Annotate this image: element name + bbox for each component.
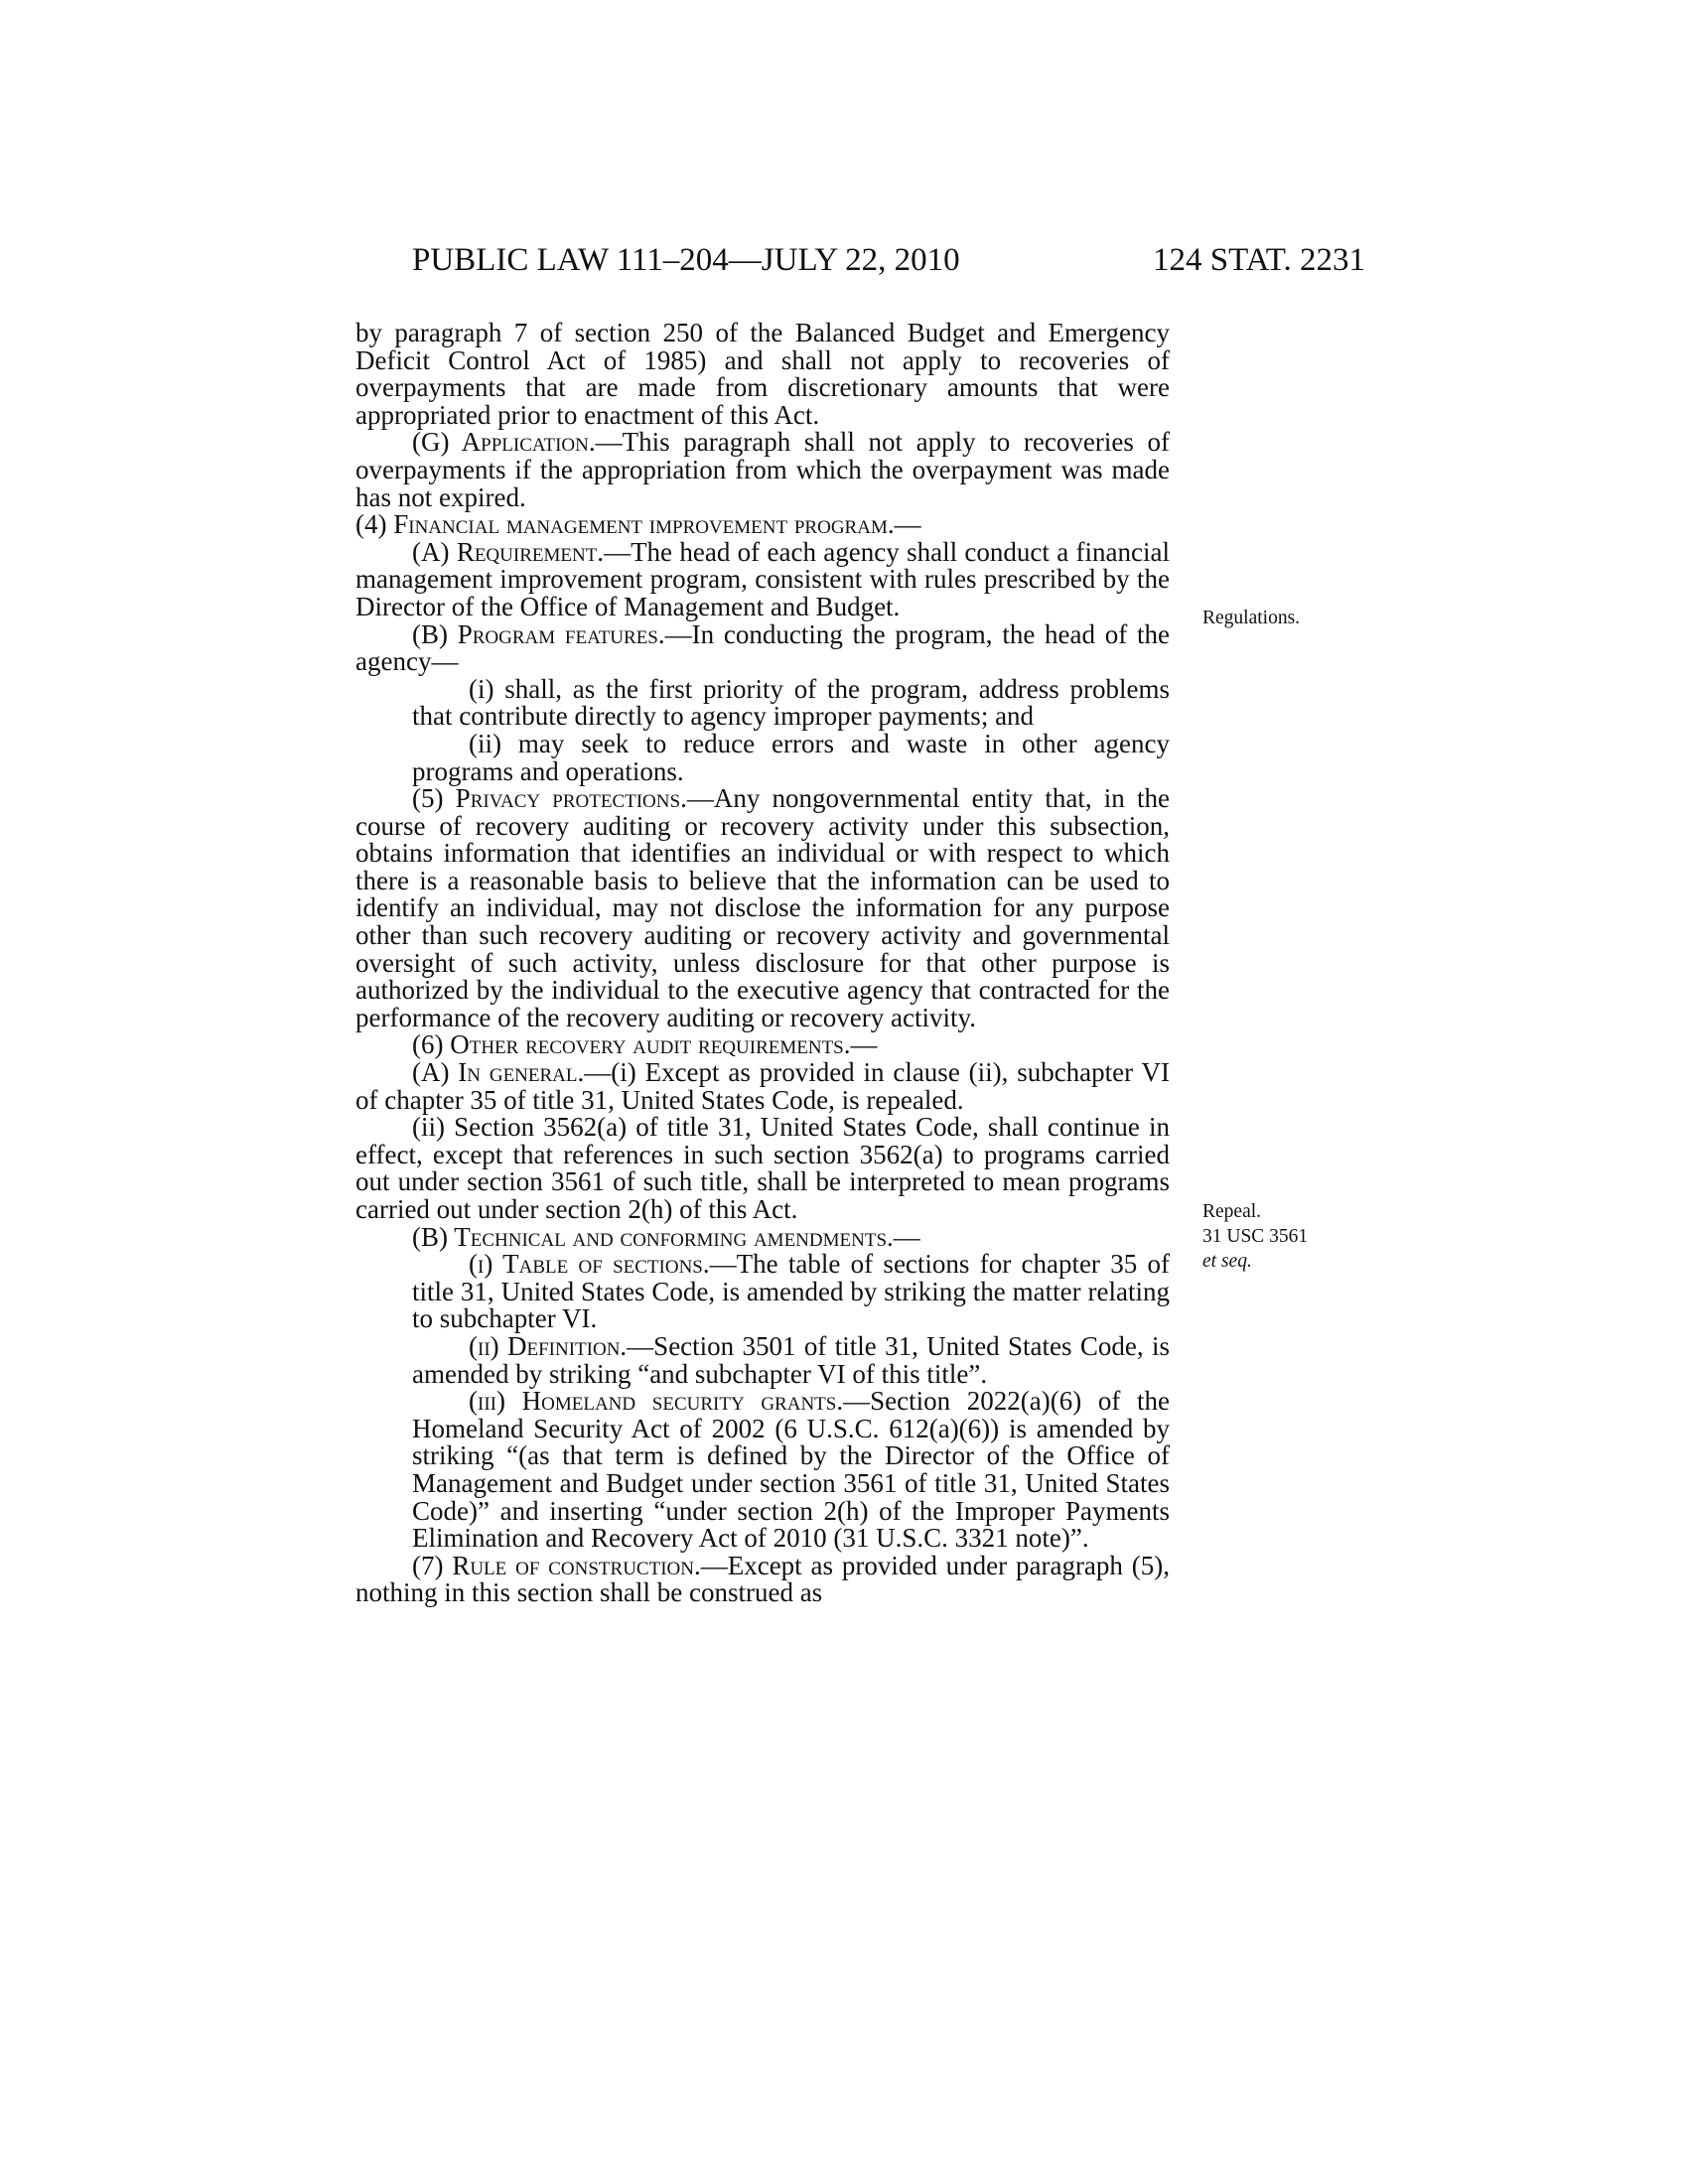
body-4b: —In conducting the program, the head of the agency— bbox=[355, 618, 1170, 677]
paragraph-4a-requirement bbox=[355, 536, 1170, 621]
clause-4b-ii: (ii) may seek to reduce errors and waste in other agency programs and operations. bbox=[412, 728, 1170, 786]
paragraph-4b-program-features bbox=[355, 618, 1170, 677]
heading-6b: (B) Technical and conforming amendments.— bbox=[412, 1221, 920, 1252]
regulations-note-text: Regulations. bbox=[1202, 608, 1301, 628]
body-6b-i: —The table of sections for chapter 35 of title 31, United States Code, is amended by striking the matter relating to subchapter VI. bbox=[412, 1249, 1171, 1334]
heading-6b-ii: (ii) Definition. bbox=[469, 1330, 628, 1361]
statute-page-number: 124 STAT. 2231 bbox=[1152, 242, 1365, 278]
clause-6b-i bbox=[412, 1251, 1170, 1333]
heading-6: (6) Other recovery audit requirements.— bbox=[412, 1029, 878, 1060]
clause-6b-ii bbox=[412, 1330, 1170, 1389]
continuation-paragraph: by paragraph 7 of section 250 of the Balanced Budget and Emergency Deficit Control Act of 1985) and shall not apply to recoveries of overpayments that are made from discretionary amounts that were appropriated prior to enactment of this Act. bbox=[355, 318, 1170, 430]
paragraph-6b-heading bbox=[355, 1221, 1170, 1252]
heading-5: (5) Privacy protections. bbox=[412, 783, 687, 814]
body-6b-iii: —Section 2022(a)(6) of the Homeland Security Act of 2002 (6 U.S.C. 612(a)(6)) is amended by striking “(as that term is defined by the Director of the Office of Management and Budget under section 3561 of title 31, United States Code)” and inserting “under section 2(h) of the Improper Payments Elimination and Recovery Act of 2010 (31 U.S.C. 3321 note)”. bbox=[412, 1386, 1170, 1554]
heading-g: (G) Application. bbox=[412, 427, 596, 458]
heading-6b-i: (i) Table of sections. bbox=[469, 1249, 710, 1280]
heading-4a: (A) Requirement. bbox=[412, 536, 605, 567]
usc-citation-note: 31 USC 3561 bbox=[1202, 1226, 1309, 1247]
heading-6a: (A) In general. bbox=[412, 1057, 585, 1088]
margin-note-regulations bbox=[1202, 606, 1300, 630]
paragraph-6-heading bbox=[355, 1031, 1170, 1059]
clause-4b-i: (i) shall, as the first priority of the program, address problems that contribute directly to agency improper payments; and bbox=[412, 673, 1170, 732]
paragraph-4-heading bbox=[355, 511, 1170, 539]
body-7: —Except as provided under paragraph (5), nothing in this section shall be construed as bbox=[355, 1550, 1170, 1608]
body-g: —This paragraph shall not apply to recoveries of overpayments if the appropriation from which the overpayment was made has not expired. bbox=[355, 427, 1170, 512]
et-seq-note: et seq. bbox=[1202, 1251, 1252, 1272]
clause-6a-ii: (ii) Section 3562(a) of title 31, United States Code, shall continue in effect, except that references in such section 3562(a) to programs carried out under section 3561 of such title, shall be interpreted to mean programs carried out under section 2(h) of this Act. bbox=[355, 1112, 1170, 1224]
heading-4b: (B) Program features. bbox=[412, 618, 665, 649]
body-5: —Any nongovernmental entity that, in the course of recovery auditing or recovery activity under this subsection, obtains information that identifies an individual or with respect to which there is a reasonable basis to believe that the information can be used to identify an individual, may not disclose the information for any purpose other than such recovery auditing or recovery activity and governmental oversight of such activity, unless disclosure for that other purpose is authorized by the individual to the executive agency that contracted for the performance of the recovery auditing or recovery activity. bbox=[355, 783, 1170, 1032]
paragraph-g-application bbox=[355, 429, 1170, 511]
heading-6b-iii: (iii) Homeland security grants. bbox=[469, 1386, 844, 1417]
heading-7: (7) Rule of construction. bbox=[412, 1550, 701, 1580]
paragraph-5-privacy-protections bbox=[355, 785, 1170, 1031]
public-law-heading: PUBLIC LAW 111–204—JULY 22, 2010 bbox=[412, 242, 960, 278]
body-6a: —(i) Except as provided in clause (ii), subchapter VI of chapter 35 of title 31, United States Code, is repealed. bbox=[355, 1057, 1170, 1115]
clause-6b-iii bbox=[412, 1388, 1170, 1553]
body-6b-ii: —Section 3501 of title 31, United States Code, is amended by striking “and subchapter VI of this title”. bbox=[412, 1330, 1170, 1389]
repeal-note-text: Repeal. bbox=[1202, 1201, 1262, 1222]
document-body bbox=[355, 320, 1170, 1607]
paragraph-6a-in-general bbox=[355, 1059, 1170, 1114]
heading-4: (4) Financial management improvement program.— bbox=[355, 509, 921, 540]
page-header bbox=[412, 242, 1365, 282]
body-4a: —The head of each agency shall conduct a financial management improvement program, consistent with rules prescribed by the Director of the Office of Management and Budget. bbox=[355, 536, 1170, 621]
paragraph-7-rule-of-construction bbox=[355, 1550, 1170, 1608]
margin-note-repeal bbox=[1202, 1199, 1308, 1274]
